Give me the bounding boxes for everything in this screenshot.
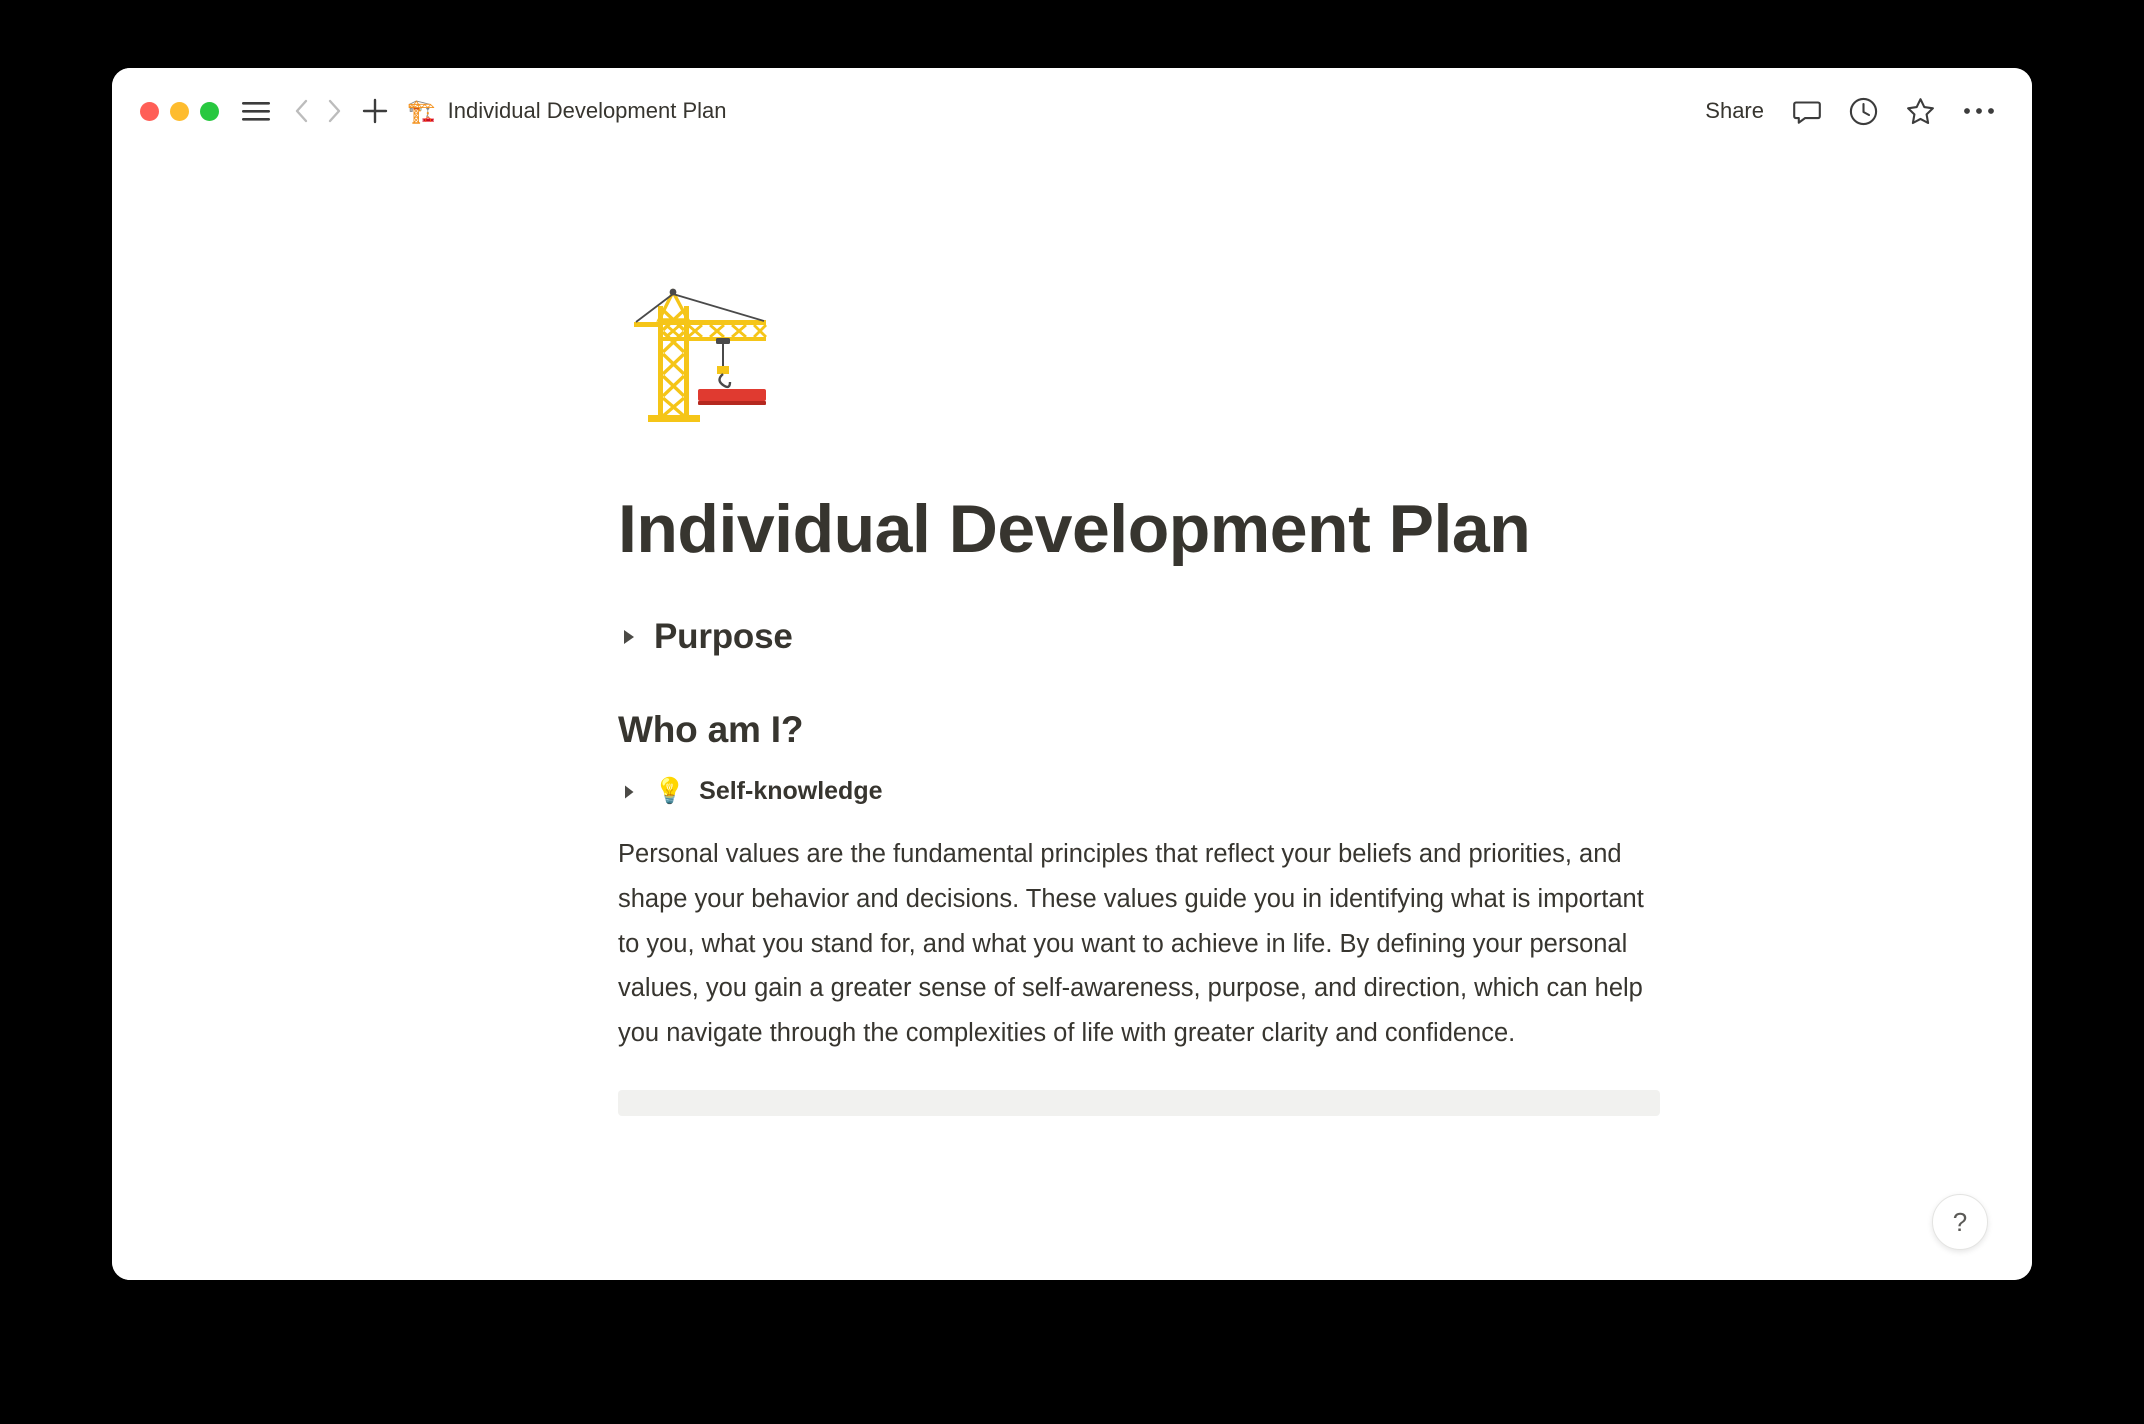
chevron-left-icon[interactable] — [289, 96, 315, 126]
lightbulb-icon: 💡 — [654, 777, 686, 806]
chevron-right-icon[interactable] — [618, 781, 640, 803]
crane-icon[interactable] — [618, 272, 796, 450]
maximize-window-button[interactable] — [200, 102, 219, 121]
toggle-block-purpose[interactable] — [618, 617, 1782, 657]
share-button[interactable]: Share — [1705, 98, 1764, 123]
comments-icon[interactable] — [1792, 96, 1822, 126]
favorite-star-icon[interactable] — [1905, 96, 1936, 127]
minimize-window-button[interactable] — [170, 102, 189, 121]
plus-icon[interactable] — [361, 97, 389, 125]
heading-who-am-i[interactable]: Who am I? — [618, 709, 804, 751]
page-title[interactable]: Individual Development Plan — [618, 491, 1531, 567]
content-block-placeholder[interactable] — [618, 1090, 1660, 1116]
paragraph-personal-values[interactable]: Personal values are the fundamental principles that reflect your beliefs and priorities, and shape your behavior and decisions. These values guide you in identifying what is important to you, what you stand for, and what you want to achieve in life. By defining your personal values, you gain a greater sense of self-awareness, purpose, and direction, which can help you navigate through the complexities of life with greater clarity and confidence. — [618, 840, 1644, 1047]
breadcrumb-emoji-icon: 🏗️ — [407, 97, 436, 124]
chevron-right-icon[interactable] — [618, 626, 640, 648]
more-options-icon[interactable] — [1962, 106, 1996, 116]
page-content — [362, 154, 1782, 1116]
breadcrumb-label[interactable]: Individual Development Plan — [447, 98, 727, 123]
toggle-block-self-knowledge[interactable] — [618, 777, 1782, 806]
titlebar-actions — [1703, 94, 1996, 128]
page-body — [112, 154, 2032, 1280]
toggle-purpose-label[interactable]: Purpose — [654, 617, 793, 657]
toggle-self-knowledge-label[interactable]: Self-knowledge — [699, 777, 883, 806]
close-window-button[interactable] — [140, 102, 159, 121]
window-titlebar — [112, 68, 2032, 154]
chevron-right-icon[interactable] — [321, 96, 347, 126]
app-window — [112, 68, 2032, 1280]
traffic-lights — [140, 102, 219, 121]
help-button[interactable]: ? — [1932, 1194, 1988, 1250]
sidebar-toggle-icon[interactable] — [241, 99, 271, 123]
updates-history-icon[interactable] — [1848, 96, 1879, 127]
breadcrumb[interactable] — [407, 98, 726, 124]
